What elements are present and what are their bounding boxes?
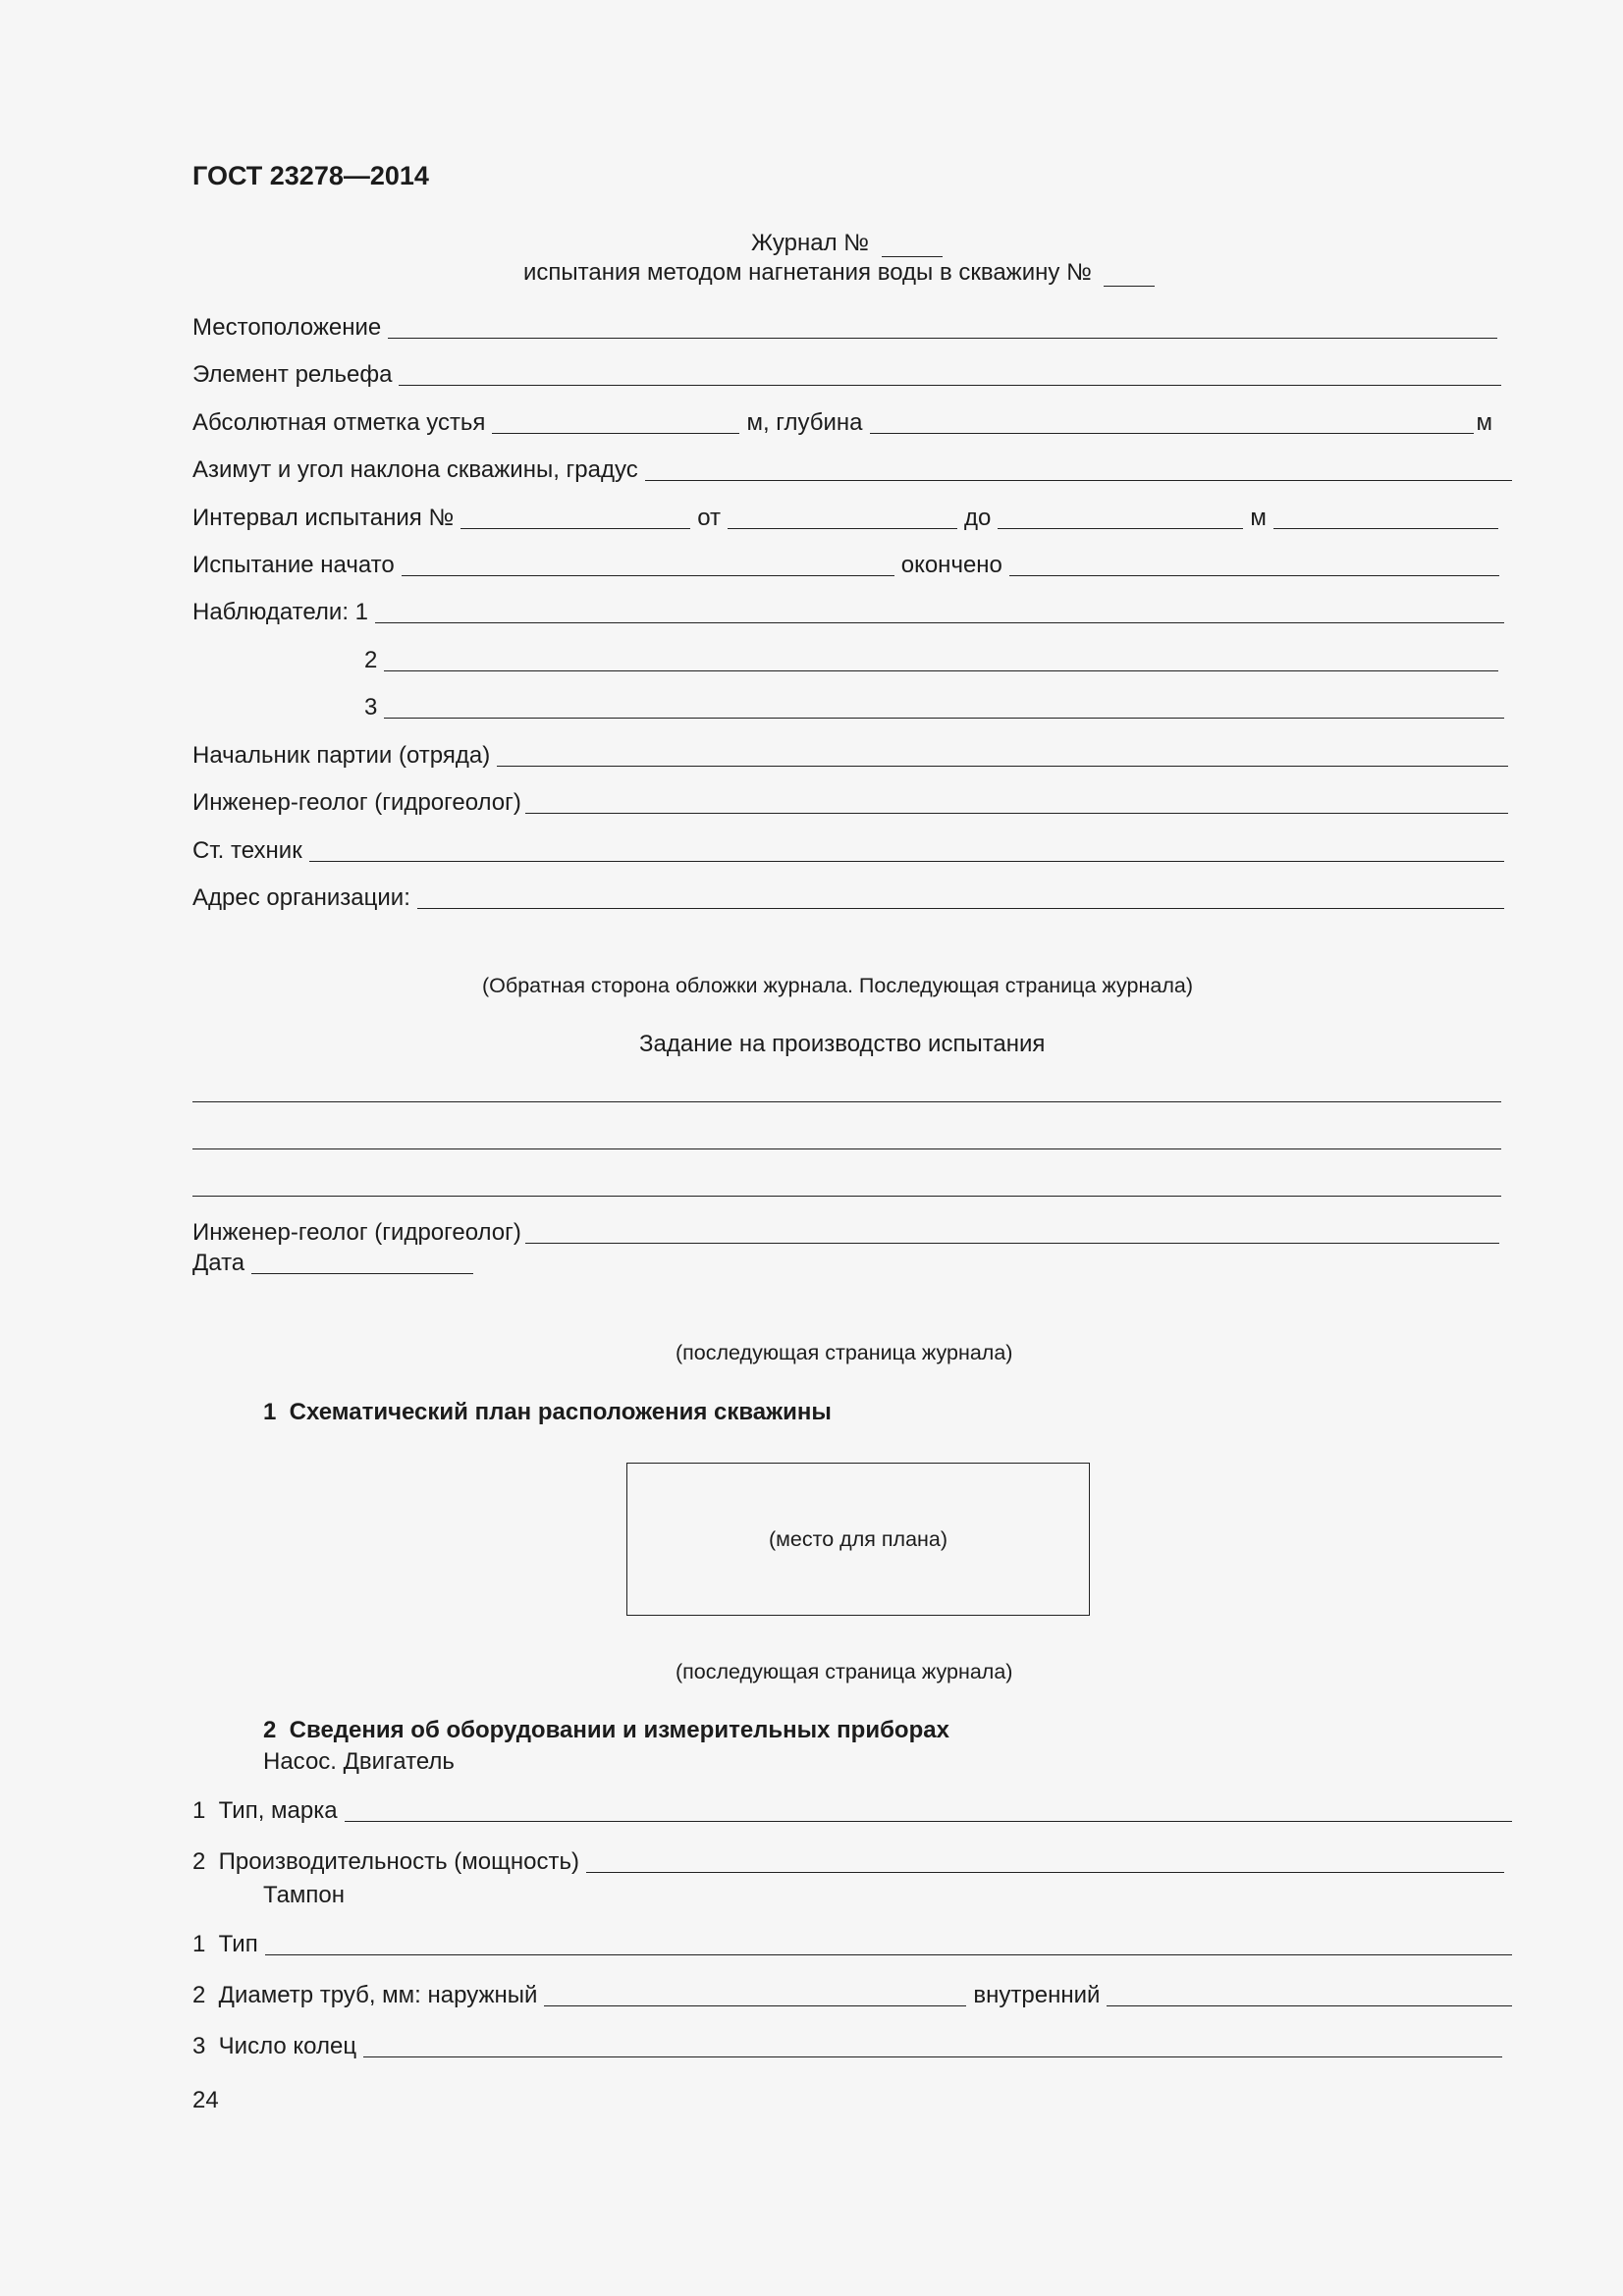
field-chief-line: [497, 744, 1508, 767]
field-chief-label: Начальник партии (отряда): [192, 742, 491, 769]
pump-type: [192, 1797, 1512, 1825]
field-from-line: [728, 507, 957, 529]
field-location-line: [388, 316, 1497, 339]
pipe-inner-label: внутренний: [973, 1982, 1101, 2008]
field-observer-3: [364, 694, 1504, 721]
plan-placeholder: (место для плана): [768, 1526, 948, 1551]
rings-count: [192, 2033, 1502, 2060]
field-azimuth-label: Азимут и угол наклона скважины, градус: [192, 456, 638, 483]
rings-count-label: 3 Число колец: [192, 2033, 357, 2059]
section1-note: (последующая страница журнала): [676, 1341, 1013, 1364]
field-relief: [192, 361, 1501, 389]
pump-type-label: 1 Тип, марка: [192, 1797, 338, 1824]
journal-subtitle: [523, 259, 1155, 287]
field-interval-line: [460, 507, 690, 529]
field-technician: [192, 837, 1504, 865]
packer-type: [192, 1931, 1512, 1958]
field-location: [192, 314, 1497, 342]
pump-title: Насос. Двигатель: [263, 1748, 455, 1775]
task-title: Задание на производство испытания: [639, 1031, 1046, 1057]
back-cover-note: (Обратная сторона обложки журнала. Последующая страница журнала): [482, 974, 1194, 997]
pump-capacity-line: [586, 1850, 1504, 1873]
packer-title: Тампон: [263, 1882, 346, 1908]
pipe-outer-line: [544, 1984, 966, 2006]
packer-type-label: 1 Тип: [192, 1931, 258, 1957]
task-date: [192, 1250, 473, 1277]
field-started-line: [402, 554, 894, 576]
pipe-diameter: [192, 1982, 1512, 2009]
field-m-label: м: [1250, 505, 1267, 531]
field-relief-label: Элемент рельефа: [192, 361, 393, 388]
task-line-2: [192, 1148, 1501, 1149]
journal-title: [751, 230, 943, 257]
field-engineer: [192, 789, 1508, 817]
field-to-label: до: [964, 505, 992, 531]
field-observer-1: [192, 599, 1504, 626]
task-date-label: Дата: [192, 1250, 245, 1276]
field-address: [192, 884, 1504, 912]
field-depth-line: [870, 411, 1474, 434]
field-observer-2-line: [384, 649, 1498, 671]
field-abs-mark: [192, 409, 1492, 437]
rings-count-line: [363, 2035, 1502, 2057]
field-engineer-line: [525, 791, 1508, 814]
standard-number: ГОСТ 23278—2014: [192, 161, 429, 190]
field-azimuth: [192, 456, 1512, 484]
section2-note: (последующая страница журнала): [676, 1660, 1013, 1683]
field-abs-mark-label: Абсолютная отметка устья: [192, 409, 486, 436]
field-relief-line: [399, 363, 1501, 386]
task-date-line: [251, 1252, 473, 1274]
field-to-line: [998, 507, 1243, 529]
packer-type-line: [265, 1933, 1512, 1955]
field-depth-label: м, глубина: [746, 409, 863, 436]
field-location-label: Местоположение: [192, 314, 382, 341]
journal-number-line: [882, 237, 943, 257]
pump-type-line: [345, 1799, 1512, 1822]
section2-heading: 2 Сведения об оборудовании и измерительных приборах: [263, 1717, 949, 1743]
field-ended-label: окончено: [900, 552, 1002, 578]
field-azimuth-line: [645, 458, 1512, 481]
pipe-diameter-label: 2 Диаметр труб, мм: наружный: [192, 1982, 538, 2008]
field-observer-2: [364, 647, 1498, 674]
field-abs-mark-line: [492, 411, 739, 434]
task-line-1: [192, 1101, 1501, 1102]
task-engineer: [192, 1219, 1499, 1247]
section1-heading: 1 Схематический план расположения скважины: [263, 1399, 832, 1425]
field-engineer-label: Инженер-геолог (гидрогеолог): [192, 789, 521, 816]
pump-capacity: [192, 1848, 1504, 1876]
field-chief: [192, 742, 1508, 770]
journal-label: Журнал №: [751, 230, 869, 256]
field-depth-unit: м: [1476, 409, 1492, 436]
field-observers-label: Наблюдатели: 1: [192, 599, 369, 625]
journal-subtitle-text: испытания методом нагнетания воды в скважину №: [523, 259, 1092, 286]
task-engineer-label: Инженер-геолог (гидрогеолог): [192, 1219, 521, 1246]
field-address-line: [417, 886, 1504, 909]
field-observer-3-label: 3: [364, 694, 378, 721]
field-from-label: от: [697, 505, 722, 531]
field-ended-line: [1009, 554, 1499, 576]
field-observer-3-line: [384, 696, 1504, 719]
field-address-label: Адрес организации:: [192, 884, 410, 911]
field-observer-1-line: [375, 601, 1504, 623]
field-observer-2-label: 2: [364, 647, 378, 673]
field-technician-line: [309, 839, 1504, 862]
well-number-line: [1104, 266, 1155, 287]
field-started: [192, 552, 1499, 579]
field-technician-label: Ст. техник: [192, 837, 302, 864]
task-engineer-line: [525, 1221, 1499, 1244]
pump-capacity-label: 2 Производительность (мощность): [192, 1848, 579, 1875]
pipe-inner-line: [1107, 1984, 1512, 2006]
page-number: 24: [192, 2087, 219, 2113]
task-line-3: [192, 1196, 1501, 1197]
plan-box: [626, 1463, 1090, 1616]
field-started-label: Испытание начато: [192, 552, 395, 578]
field-interval: [192, 505, 1498, 532]
field-m-line: [1273, 507, 1498, 529]
field-interval-label: Интервал испытания №: [192, 505, 455, 531]
